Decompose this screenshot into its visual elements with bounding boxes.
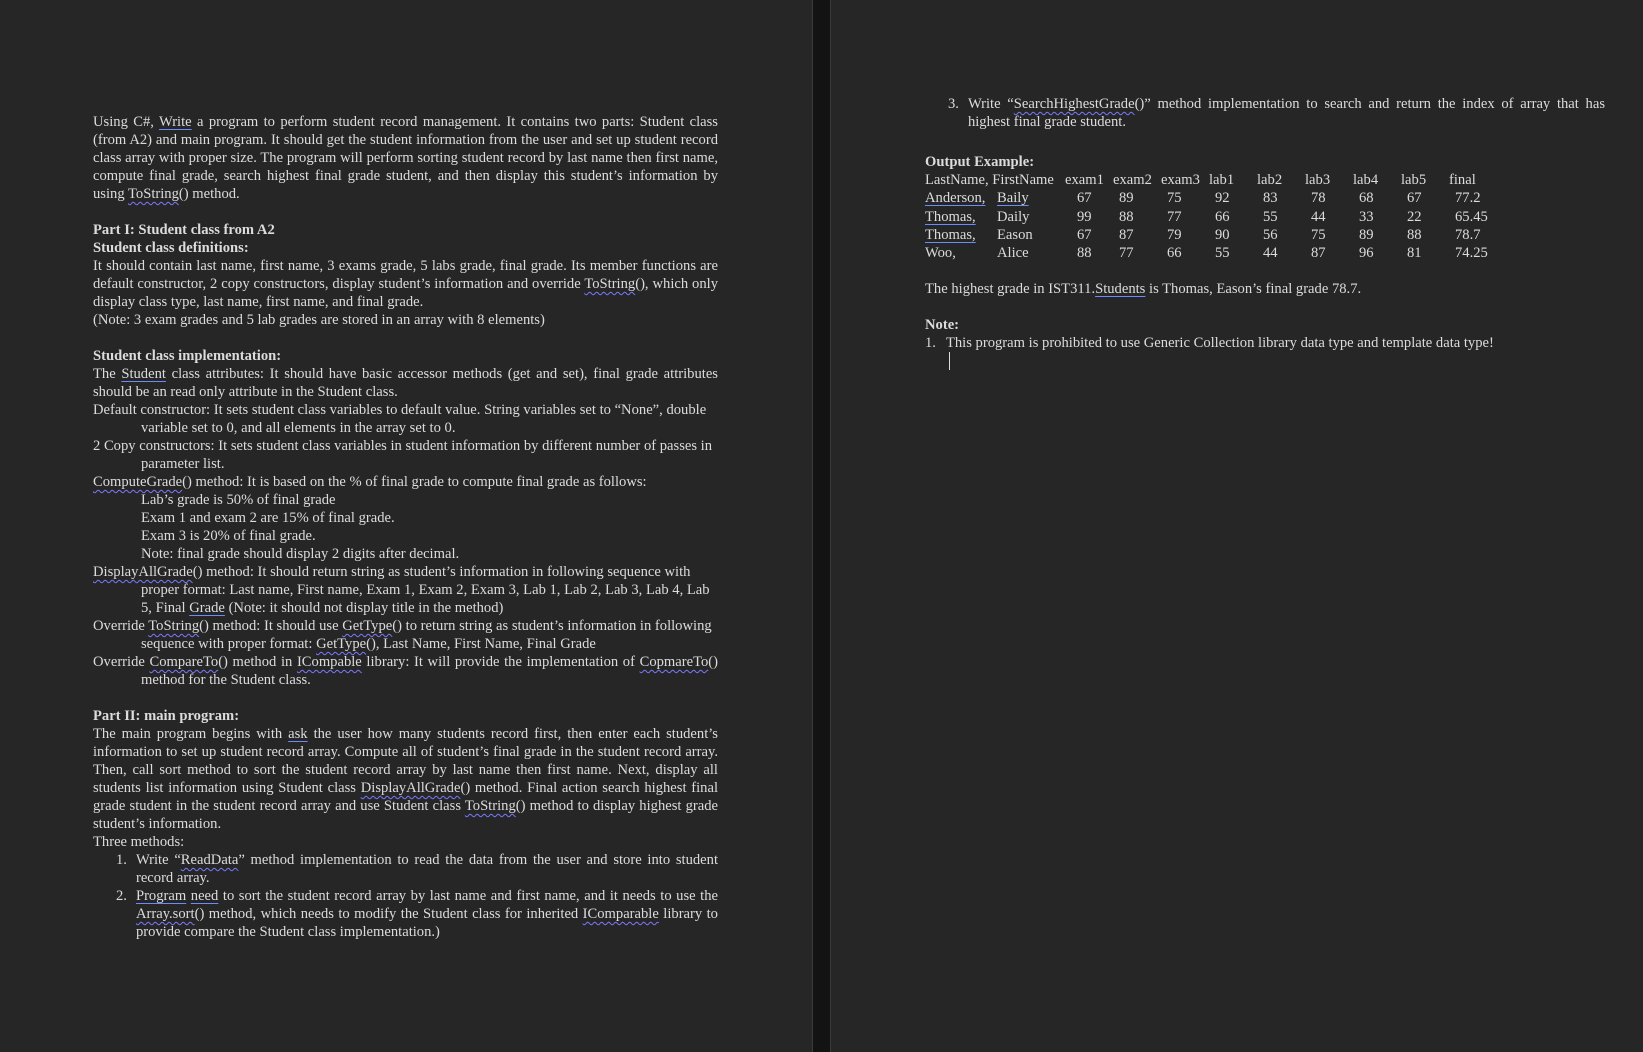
compute-item: Lab’s grade is 50% of final grade: [141, 492, 336, 508]
text-run: CompareTo: [149, 654, 219, 670]
table-cell: 99: [1077, 208, 1092, 225]
list-text: This program is prohibited to use Generic Collection library data type and template data type!: [945, 335, 1494, 352]
table-cell: Alice: [997, 245, 1029, 262]
text-run: ToString: [464, 798, 516, 814]
text-run: the user how many students record first, then enter each student’s information to set up student record array. Compute all of student’s final grade in the student record array. Then, call sort method to sort the student record array by last name then first name. Next, display all students list information using Student class: [93, 726, 718, 796]
output-table: [925, 171, 1499, 262]
text-run: ToString: [148, 618, 200, 634]
table-cell: 68: [1359, 190, 1374, 207]
text-run: () method: It should use: [199, 618, 343, 634]
table-cell: 87: [1311, 245, 1326, 262]
note-heading: Note:: [925, 317, 960, 334]
text-run: () to return string as student’s information in following sequence with proper format:: [141, 618, 712, 652]
document-page-right: [831, 0, 1643, 1052]
table-row: [925, 244, 1499, 262]
text-run: The highest grade in IST311.: [925, 281, 1096, 298]
impl-compute-grade: [93, 473, 718, 491]
table-cell: 67: [1077, 190, 1092, 207]
text-run: () method to display highest grade student’s information.: [93, 798, 719, 832]
text-run: Array.sort: [135, 906, 195, 922]
method-item-3: [925, 95, 1605, 131]
impl-default-constructor: [93, 401, 718, 437]
text-run: CopmareTo: [639, 654, 709, 670]
table-cell: 77.2: [1455, 190, 1481, 207]
impl-tostring: [93, 617, 718, 653]
definitions-note: (Note: 3 exam grades and 5 lab grades are stored in an array with 8 elements): [93, 312, 545, 328]
table-row: [925, 189, 1499, 207]
text-run: Grade: [189, 600, 225, 616]
part2-paragraph: [93, 725, 718, 833]
table-cell: 75: [1311, 226, 1326, 243]
table-header-cell: exam1: [1065, 172, 1104, 188]
table-cell: 77: [1167, 208, 1182, 225]
text-run: (), which only display class type, last name, first name, and final grade.: [93, 276, 718, 310]
text-run: library: It will provide the implementation of: [361, 654, 640, 670]
table-cell: 65.45: [1455, 208, 1488, 225]
table-cell: 83: [1263, 190, 1278, 207]
table-cell: Eason: [997, 226, 1033, 243]
list-number: 1.: [116, 852, 127, 868]
table-cell: 75: [1167, 190, 1182, 207]
text-run: Write “: [967, 96, 1014, 112]
page-left-text[interactable]: [93, 113, 718, 941]
table-row: [925, 208, 1499, 226]
text-run: The: [93, 366, 122, 382]
text-run: Write “: [135, 852, 181, 868]
implementation-heading: Student class implementation:: [93, 348, 282, 364]
list-text: [136, 887, 718, 941]
text-run: () method. Final action search highest final grade student in the student record array and use Student class: [93, 780, 718, 814]
text-run: a program to perform student record management. It contains two parts: Student class (from A2) and main program. It should get the student information from the user and set up student record class array with proper size. The program will perform sorting student record by last name then first name, compute final grade, search highest final grade student, and then display this student’s information by using: [93, 114, 718, 202]
table-cell: 55: [1215, 245, 1230, 262]
table-cell: 78: [1311, 190, 1326, 207]
text-run: need: [190, 888, 219, 904]
table-cell: 96: [1359, 245, 1374, 262]
part2-heading: Part II: main program:: [93, 708, 240, 724]
impl-display-all-grade: [93, 563, 718, 617]
list-number: 3.: [948, 96, 959, 112]
compute-item: Exam 1 and exam 2 are 15% of final grade.: [141, 510, 395, 526]
table-cell: 67: [1077, 226, 1092, 243]
text-run: class attributes: It should have basic accessor methods (get and set), final grade attributes should be an read only attribute in the Student class.: [93, 366, 718, 400]
table-cell: 66: [1167, 245, 1182, 262]
table-header-cell: exam2: [1113, 172, 1152, 188]
table-cell: 22: [1407, 208, 1422, 225]
definitions-paragraph: [93, 257, 718, 311]
table-cell: 90: [1215, 226, 1230, 243]
list-text: [136, 851, 718, 887]
table-cell: 74.25: [1455, 245, 1488, 262]
text-run: () method for the Student class.: [141, 654, 719, 688]
text-run: DisplayAllGrade: [360, 780, 461, 796]
text-run: IComparable: [582, 906, 659, 922]
text-run: ask: [288, 726, 308, 742]
table-cell: 56: [1263, 226, 1278, 243]
table-cell: Anderson,: [925, 190, 986, 207]
intro-paragraph: [93, 113, 718, 203]
table-cell: 77: [1119, 245, 1134, 262]
text-run: library to provide compare the Student class implementation.): [135, 906, 718, 940]
text-run: GetType: [316, 636, 367, 652]
text-run: Using C#,: [93, 114, 159, 130]
table-header-row: [925, 171, 1499, 189]
text-run: ” method implementation to read the data from the user and store into student record array.: [135, 852, 718, 886]
text-run: ToString: [584, 276, 636, 292]
text-run: is Thomas, Eason’s final grade 78.7.: [1145, 281, 1362, 298]
table-cell: 89: [1359, 226, 1374, 243]
table-header-cell: lab2: [1257, 172, 1283, 188]
impl-compareto: [93, 653, 718, 689]
text-run: ComputeGrade: [93, 474, 183, 490]
table-cell: 44: [1263, 245, 1278, 262]
table-cell: 33: [1359, 208, 1374, 225]
page-gutter: [812, 0, 831, 1052]
text-run: ICompable: [296, 654, 362, 670]
method-item-1: [93, 851, 718, 887]
three-methods-label: Three methods:: [93, 834, 185, 850]
text-run: 2 Copy constructors: It sets student class variables in student information by different number of passes in parameter list.: [93, 438, 713, 472]
text-run: Students: [1095, 281, 1146, 298]
table-cell: 88: [1119, 208, 1134, 225]
text-run: DisplayAllGrade: [93, 564, 193, 580]
list-text: [968, 95, 1605, 131]
table-cell: 88: [1077, 245, 1092, 262]
text-run: () method in: [218, 654, 297, 670]
text-run: It should contain last name, first name, 3 exams grade, 5 labs grade, final grade. Its member functions are default constructor, 2 copy constructors, display student’s information and override: [93, 258, 718, 292]
text-run: to sort the student record array by last name and first name, and it needs to use the: [218, 888, 718, 904]
highest-grade-line: [925, 280, 1605, 298]
table-cell: Thomas,: [925, 208, 976, 225]
text-run: ReadData: [180, 852, 239, 868]
table-cell: 66: [1215, 208, 1230, 225]
text-run: ()” method implementation to search and return the index of array that has highest final grade student.: [967, 96, 1606, 130]
text-run: (Note: it should not display title in the method): [228, 600, 504, 616]
text-run: Override: [93, 618, 149, 634]
part1-heading: Part I: Student class from A2: [93, 222, 275, 238]
table-cell: 78.7: [1455, 226, 1481, 243]
text-run: The main program begins with: [93, 726, 289, 742]
text-run: Default constructor: It sets student class variables to default value. String variables set to “None”, double variable set to 0, and all elements in the array set to 0.: [93, 402, 707, 436]
text-run: () method: It should return string as student’s information in following sequence with proper format: Last name, First name, Exam 1, Exam 2, Exam 3, Lab 1, Lab 2, Lab 3, Lab 4, Lab 5, Final: [141, 564, 710, 616]
table-header-cell: lab1: [1209, 172, 1235, 188]
compute-item: Exam 3 is 20% of final grade.: [141, 528, 316, 544]
text-run: ToString: [128, 186, 179, 202]
table-cell: 79: [1167, 226, 1182, 243]
text-run: () method, which needs to modify the Student class for inherited: [194, 906, 583, 922]
table-header-cell: LastName, FirstName: [925, 172, 1054, 188]
table-cell: 89: [1119, 190, 1134, 207]
method-item-2: [93, 887, 718, 941]
note-item-1: [925, 334, 1605, 352]
table-row: [925, 226, 1499, 244]
table-cell: Thomas,: [925, 226, 976, 243]
text-run: GetType: [342, 618, 393, 634]
text-run: Program: [135, 888, 187, 904]
compute-item: Note: final grade should display 2 digits after decimal.: [141, 546, 460, 562]
impl-copy-constructors: [93, 437, 718, 473]
text-cursor: [925, 352, 1605, 375]
list-number: 2.: [116, 888, 127, 904]
table-header-cell: lab5: [1401, 172, 1427, 188]
table-cell: 67: [1407, 190, 1422, 207]
text-run: Override: [93, 654, 150, 670]
definitions-heading: Student class definitions:: [93, 240, 249, 256]
table-cell: 81: [1407, 245, 1422, 262]
table-cell: 55: [1263, 208, 1278, 225]
table-cell: 87: [1119, 226, 1134, 243]
list-number: 1.: [925, 335, 936, 352]
table-header-cell: exam3: [1161, 172, 1200, 188]
table-cell: Woo,: [925, 245, 956, 262]
table-header-cell: lab4: [1353, 172, 1379, 188]
impl-attributes: [93, 365, 718, 401]
document-page-left: [0, 0, 812, 1052]
table-cell: 92: [1215, 190, 1230, 207]
output-heading: Output Example:: [925, 154, 1035, 170]
table-header-cell: final: [1449, 172, 1476, 188]
text-run: Student: [121, 366, 166, 382]
table-cell: 88: [1407, 226, 1422, 243]
text-run: () method: It is based on the % of final grade to compute final grade as follows:: [182, 474, 647, 490]
text-run: () method.: [178, 186, 240, 202]
page-right-text[interactable]: [925, 95, 1605, 375]
text-run: Write: [159, 114, 192, 130]
table-cell: Baily: [997, 190, 1029, 207]
table-cell: Daily: [997, 208, 1030, 225]
table-cell: 44: [1311, 208, 1326, 225]
text-run: (), Last Name, First Name, Final Grade: [366, 636, 596, 652]
text-run: SearchHighestGrade: [1013, 96, 1135, 112]
table-header-cell: lab3: [1305, 172, 1331, 188]
